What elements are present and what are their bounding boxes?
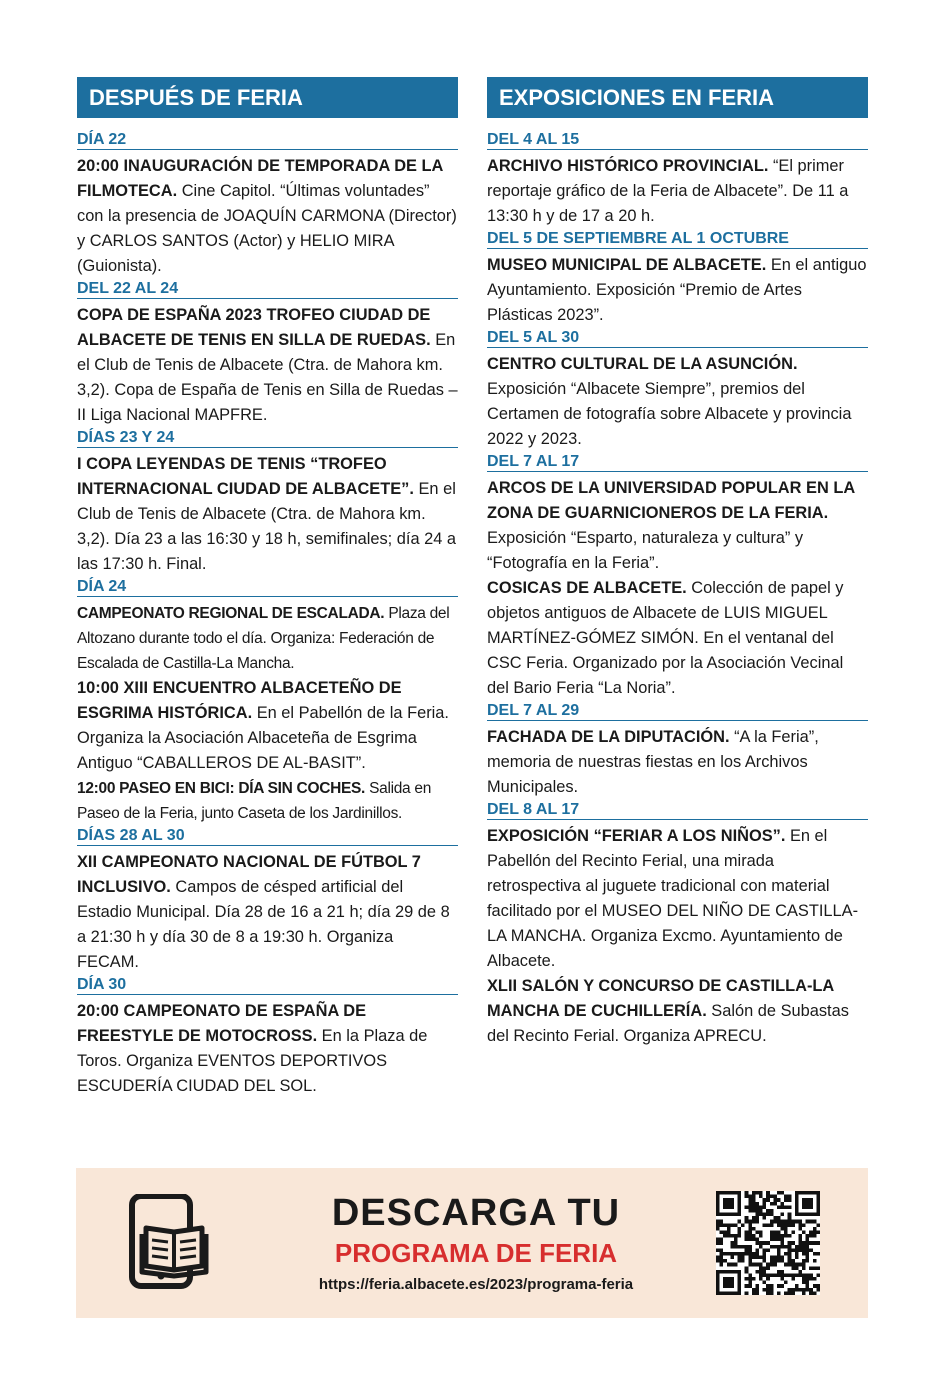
event-title: I COPA LEYENDAS DE TENIS “TROFEO INTERNACIONAL CIUDAD DE ALBACETE”. [77,455,414,498]
day-block [487,453,868,701]
event-title: 12:00 PASEO EN BICI: DÍA SIN COCHES. [77,780,366,797]
event-description: En el antiguo Ayuntamiento. Exposición “Premio de Artes Plásticas 2023”. [487,256,867,324]
book-phone-icon [128,1194,224,1290]
day-block [487,702,868,800]
day-label: DEL 4 AL 15 [487,131,868,150]
event-entry [487,576,868,701]
event-description: Salón de Subastas del Recinto Ferial. Organiza APRECU. [487,1002,849,1045]
event-description: Cine Capitol. “Últimas voluntades” con la presencia de JOAQUÍN CARMONA (Director) y CARLOS SANTOS (Actor) y HELIO MIRA (Guionista). [77,182,457,275]
event-entry [77,676,458,776]
event-description: Campos de césped artificial del Estadio Municipal. Día 28 de 16 a 21 h; día 29 de 8 a 21:30 h y día 30 de 8 a 19:30 h. Organiza FECAM. [77,878,450,971]
day-label: DEL 7 AL 17 [487,453,868,472]
day-block [487,230,868,328]
event-description: Salida en Paseo de la Feria, junto Caseta de los Jardinillos. [77,780,432,822]
event-entry [487,824,868,974]
event-description: “A la Feria”, memoria de nuestras fiestas en los Archivos Municipales. [487,728,819,796]
event-description: “El primer reportaje gráfico de la Feria de Albacete”. De 11 a 13:30 h y de 17 a 20 h. [487,157,849,225]
day-label: DÍA 22 [77,131,458,150]
download-banner[interactable] [76,1168,868,1318]
program-link[interactable]: https://feria.albacete.es/2023/programa-feria [318,1276,634,1293]
qr-code[interactable] [716,1191,820,1295]
day-block [77,131,458,279]
event-entry [77,601,458,676]
event-entry [77,850,458,975]
event-title: CAMPEONATO REGIONAL DE ESCALADA. [77,605,385,622]
event-entry [77,452,458,577]
event-title: 20:00 INAUGURACIÓN DE TEMPORADA DE LA FILMOTECA. [77,157,443,200]
event-description: Plaza del Altozano durante todo el día. Organiza: Federación de Escalada de Castilla-La Mancha. [77,605,450,672]
event-entry [77,154,458,279]
event-title: XLII SALÓN Y CONCURSO DE CASTILLA-LA MANCHA DE CUCHILLERÍA. [487,977,834,1020]
event-title: EXPOSICIÓN “FERIAR A LOS NIÑOS”. [487,827,786,845]
day-block [77,976,458,1099]
event-title: ARCHIVO HISTÓRICO PROVINCIAL. [487,157,769,175]
day-label: DEL 7 AL 29 [487,702,868,721]
day-label: DÍAS 28 AL 30 [77,827,458,846]
event-description: En el Pabellón del Recinto Ferial, una mirada retrospectiva al juguete tradicional con material facilitado por el MUSEO DEL NIÑO DE CASTILLA-LA MANCHA. Organiza Excmo. Ayuntamiento de Albacete. [487,827,859,970]
day-block [77,827,458,975]
day-label: DÍA 30 [77,976,458,995]
event-entry [487,974,868,1049]
schedule-list [487,131,868,1049]
event-entry [487,352,868,452]
section-header: DESPUÉS DE FERIA [77,77,458,118]
event-entry [487,725,868,800]
event-title: FACHADA DE LA DIPUTACIÓN. [487,728,730,746]
event-entry [77,303,458,428]
event-entry [487,154,868,229]
banner-title: DESCARGA TU [331,1192,621,1234]
day-block [77,280,458,428]
event-description: Exposición “Esparto, naturaleza y cultura” y “Fotografía en la Feria”. [487,529,804,572]
day-label: DEL 5 DE SEPTIEMBRE AL 1 OCTUBRE [487,230,868,249]
day-label: DÍAS 23 Y 24 [77,429,458,448]
day-label: DÍA 24 [77,578,458,597]
day-block [487,131,868,229]
event-entry [487,253,868,328]
event-description: Exposición “Albacete Siempre”, premios del Certamen de fotografía sobre Albacete y provincia 2022 y 2023. [487,380,852,448]
day-label: DEL 8 AL 17 [487,801,868,820]
day-label: DEL 5 AL 30 [487,329,868,348]
event-title: XII CAMPEONATO NACIONAL DE FÚTBOL 7 INCLUSIVO. [77,853,421,896]
event-title: COSICAS DE ALBACETE. [487,579,687,597]
banner-subtitle: PROGRAMA DE FERIA [334,1238,618,1268]
event-title: ARCOS DE LA UNIVERSIDAD POPULAR EN LA ZONA DE GUARNICIONEROS DE LA FERIA. [487,479,855,522]
event-title: 20:00 CAMPEONATO DE ESPAÑA DE FREESTYLE DE MOTOCROSS. [77,1002,367,1045]
schedule-list [77,131,458,1099]
event-title: COPA DE ESPAÑA 2023 TROFEO CIUDAD DE ALBACETE DE TENIS EN SILLA DE RUEDAS. [77,306,431,349]
event-description: En el Club de Tenis de Albacete (Ctra. de Mahora km. 3,2). Día 23 a las 16:30 y 18 h, semifinales; día 24 a las 17:30 h. Final. [77,480,457,573]
day-block [487,801,868,1049]
day-block [77,429,458,577]
event-description: En el Club de Tenis de Albacete (Ctra. de Mahora km. 3,2). Copa de España de Tenis en Silla de Ruedas – II Liga Nacional MAPFRE. [77,331,458,424]
event-entry [77,776,458,826]
event-title: CENTRO CULTURAL DE LA ASUNCIÓN. [487,355,798,373]
event-description: En la Plaza de Toros. Organiza EVENTOS DEPORTIVOS ESCUDERÍA CIUDAD DEL SOL. [77,1027,428,1095]
event-title: 10:00 XIII ENCUENTRO ALBACETEÑO DE ESGRIMA HISTÓRICA. [77,679,402,722]
day-block [77,578,458,826]
event-description: Colección de papel y objetos antiguos de Albacete de LUIS MIGUEL MARTÍNEZ-GÓMEZ SIMÓN. En el ventanal del CSC Feria. Organizado por la Asociación Vecinal del Bario Feria “La Noria”. [487,579,844,697]
day-block [487,329,868,452]
column-despues-de-feria [77,77,458,1100]
event-entry [487,476,868,576]
day-label: DEL 22 AL 24 [77,280,458,299]
event-entry [77,999,458,1099]
event-description: En el Pabellón de la Feria. Organiza la Asociación Albaceteña de Esgrima Antiguo “CABALLEROS DE AL-BASIT”. [77,704,449,772]
event-title: MUSEO MUNICIPAL DE ALBACETE. [487,256,767,274]
section-header: EXPOSICIONES EN FERIA [487,77,868,118]
column-exposiciones-en-feria [487,77,868,1050]
